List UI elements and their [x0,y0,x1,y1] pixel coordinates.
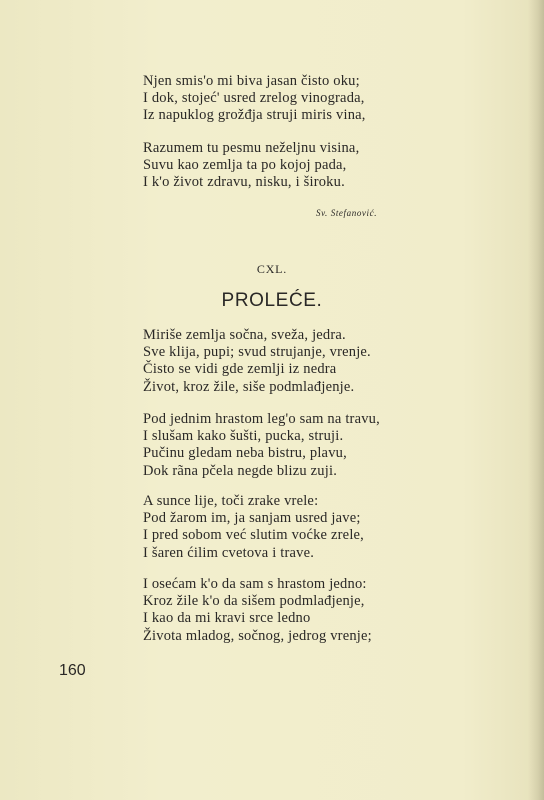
verse-line: Pučinu gledam neba bistru, plavu, [143,445,347,462]
verse-line: Dok rãna pčela negde blizu zuji. [143,462,338,479]
verse-line: Njen smis'o mi biva jasan čisto oku; [143,73,360,89]
poem-number: CXL. [256,262,288,276]
verse-line: I pred sobom već slutim voćke zrele, [143,527,365,544]
verse-line: A sunce lije, toči zrake vrele: [143,493,319,509]
previous-poem-stanza-1 [143,73,366,125]
page-number: 160 [59,662,86,679]
verse-line: Pod žarom im, ja sanjam usred jave; [143,510,361,527]
verse-line: I dok, stojeć' usred zrelog vinograda, [143,90,365,107]
previous-poem-stanza-2 [143,140,359,192]
verse-line: I šaren ćilim cvetova i trave. [143,544,315,561]
poem-title: PROLEĆE. [221,290,323,311]
poem-stanza-3 [143,493,364,562]
verse-line: Čisto se vidi gde zemlji iz nedra [143,361,337,378]
poem-stanza-1 [143,327,371,396]
page-edge-shadow [528,0,544,800]
verse-line: Razumem tu pesmu neželjnu visina, [143,140,360,156]
verse-line: I kao da mi kravi srce ledno [143,610,311,627]
verse-line: Sve klija, pupi; svud strujanje, vrenje. [143,344,371,361]
verse-line: Života mladog, sočnog, jedrog vrenje; [143,627,372,644]
verse-line: Miriše zemlja sočna, sveža, jedra. [143,327,346,343]
verse-line: I k'o život zdravu, nisku, i široku. [143,174,345,191]
verse-line: Pod jednim hrastom leg'o sam na travu, [143,411,380,427]
verse-line: Iz napuklog grožđja struji miris vina, [143,107,366,124]
verse-line: Suvu kao zemlja ta po kojoj pada, [143,157,347,174]
verse-line: I osećam k'o da sam s hrastom jedno: [143,576,367,592]
poem-stanza-4 [143,576,372,645]
author-signature: Sv. Stefanović. [316,208,378,218]
poem-stanza-2 [143,411,380,480]
verse-line: Kroz žile k'o da sišem podmlađjenje, [143,593,365,610]
verse-line: Život, kroz žile, siše podmlađjenje. [143,378,355,395]
verse-line: I slušam kako šušti, pucka, struji. [143,428,344,445]
